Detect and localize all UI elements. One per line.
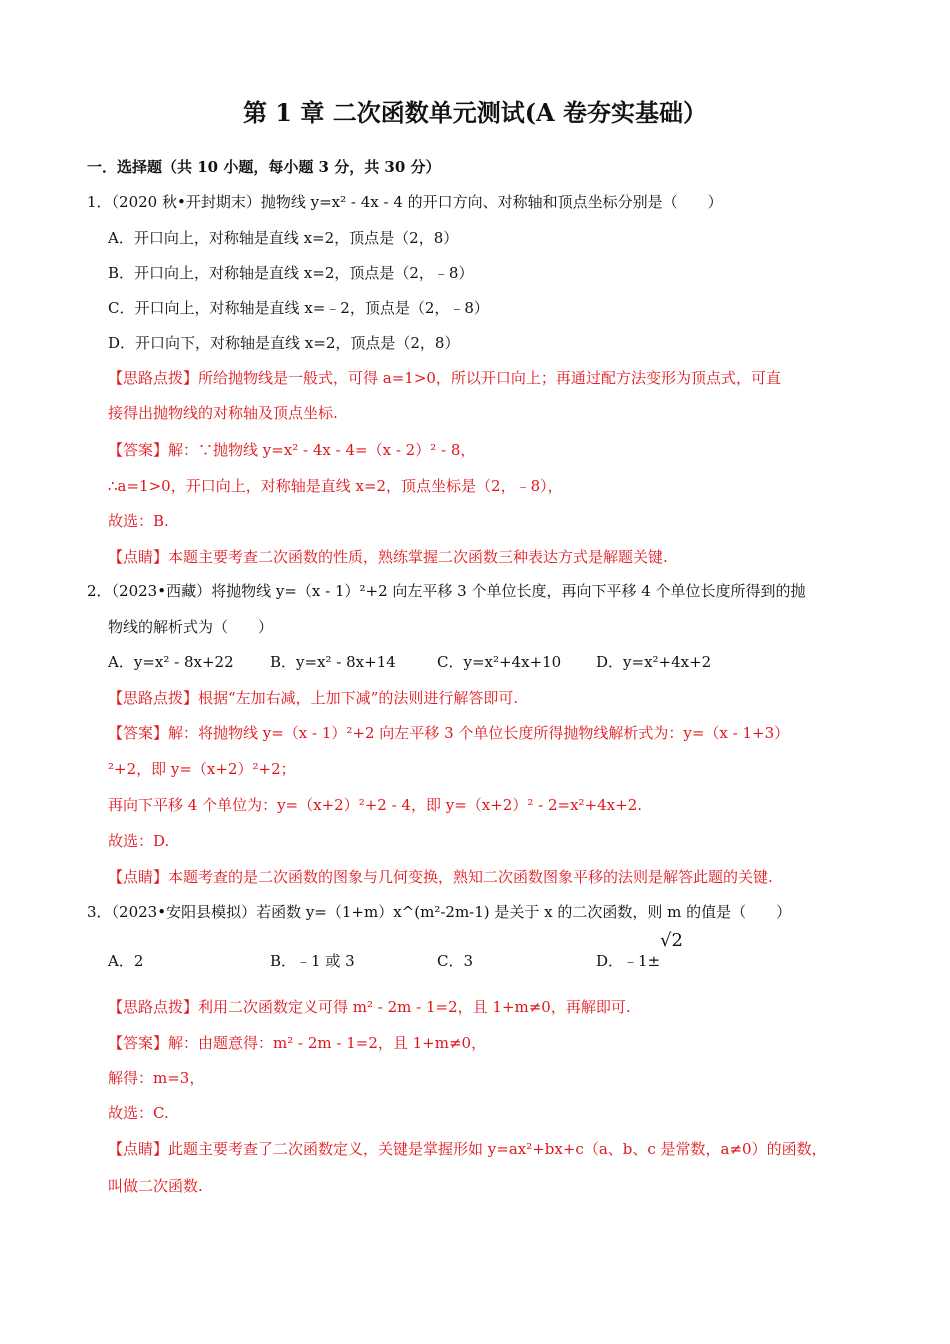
q1-note: 【点睛】本题主要考查二次函数的性质，熟练掌握二次函数三种表达方式是解题关键. [108, 548, 668, 566]
q1-choice: 故选：B. [108, 512, 169, 530]
q2-choice: 故选：D. [108, 832, 170, 850]
q2-note: 【点睛】本题考查的是二次函数的图象与几何变换，熟知二次函数图象平移的法则是解答此题的关键. [108, 868, 773, 886]
q3-hint: 【思路点拨】利用二次函数定义可得 m² - 2m - 1=2，且 1+m≠0，再解即可. [108, 998, 631, 1016]
q3-note-cont: 叫做二次函数. [108, 1177, 203, 1195]
question-3-stem: 3．（2023•安阳县模拟）若函数 y=（1+m）x^(m²-2m-1) 是关于 x 的二次函数，则 m 的值是（ ） [87, 903, 792, 921]
q3-option-d: D．﹣1± [596, 952, 661, 970]
question-2-stem-cont: 物线的解析式为（ ） [108, 618, 274, 636]
q1-option-b: B．开口向上，对称轴是直线 x=2，顶点是（2，﹣8） [108, 264, 474, 282]
q2-answer: 【答案】解：将抛物线 y=（x - 1）²+2 向左平移 3 个单位长度所得抛物线解析式为：y=（x - 1+3） [108, 724, 790, 742]
q3-choice: 故选：C. [108, 1104, 169, 1122]
q1-hint: 【思路点拨】所给抛物线是一般式，可得 a=1>0，所以开口向上；再通过配方法变形为顶点式，可直 [108, 369, 781, 387]
question-2-stem: 2．（2023•西藏）将抛物线 y=（x - 1）²+2 向左平移 3 个单位长度，再向下平移 4 个单位长度所得到的抛 [87, 582, 806, 600]
q1-hint-cont: 接得出抛物线的对称轴及顶点坐标. [108, 404, 338, 422]
q3-answer-2: 解得：m=3， [108, 1069, 205, 1087]
page-title: 第 1 章 二次函数单元测试(A 卷夯实基础） [242, 98, 708, 127]
q2-option-c: C．y=x²+4x+10 [437, 653, 562, 671]
sqrt-two: √2 [660, 930, 683, 951]
q3-note: 【点睛】此题主要考查了二次函数定义，关键是掌握形如 y=ax²+bx+c（a、b、c 是常数，a≠0）的函数， [108, 1140, 827, 1158]
q3-option-b: B．﹣1 或 3 [270, 952, 355, 970]
section-heading: 一．选择题（共 10 小题，每小题 3 分，共 30 分） [87, 158, 441, 176]
q3-option-a: A．2 [108, 952, 144, 970]
q2-option-a: A．y=x² - 8x+22 [108, 653, 234, 671]
q3-answer: 【答案】解：由题意得：m² - 2m - 1=2，且 1+m≠0， [108, 1034, 487, 1052]
q1-option-c: C．开口向上，对称轴是直线 x=﹣2，顶点是（2，﹣8） [108, 299, 489, 317]
q1-option-d: D．开口向下，对称轴是直线 x=2，顶点是（2，8） [108, 334, 460, 352]
q2-option-b: B．y=x² - 8x+14 [270, 653, 396, 671]
q1-option-a: A．开口向上，对称轴是直线 x=2，顶点是（2，8） [108, 229, 459, 247]
q2-answer-3: 再向下平移 4 个单位为：y=（x+2）²+2 - 4，即 y=（x+2）² - 2=x²+4x+2. [108, 796, 643, 814]
question-1-stem: 1．（2020 秋•开封期末）抛物线 y=x² - 4x - 4 的开口方向、对称轴和顶点坐标分别是（ ） [87, 193, 723, 211]
q1-answer-2: ∴a=1>0，开口向上，对称轴是直线 x=2，顶点坐标是（2，﹣8）， [108, 477, 563, 495]
q3-option-c: C．3 [437, 952, 474, 970]
q2-hint: 【思路点拨】根据“左加右减，上加下减”的法则进行解答即可. [108, 689, 519, 707]
q2-answer-2: ²+2，即 y=（x+2）²+2； [108, 760, 296, 778]
q1-answer: 【答案】解：∵抛物线 y=x² - 4x - 4=（x - 2）² - 8， [108, 441, 476, 459]
q2-option-d: D．y=x²+4x+2 [596, 653, 712, 671]
